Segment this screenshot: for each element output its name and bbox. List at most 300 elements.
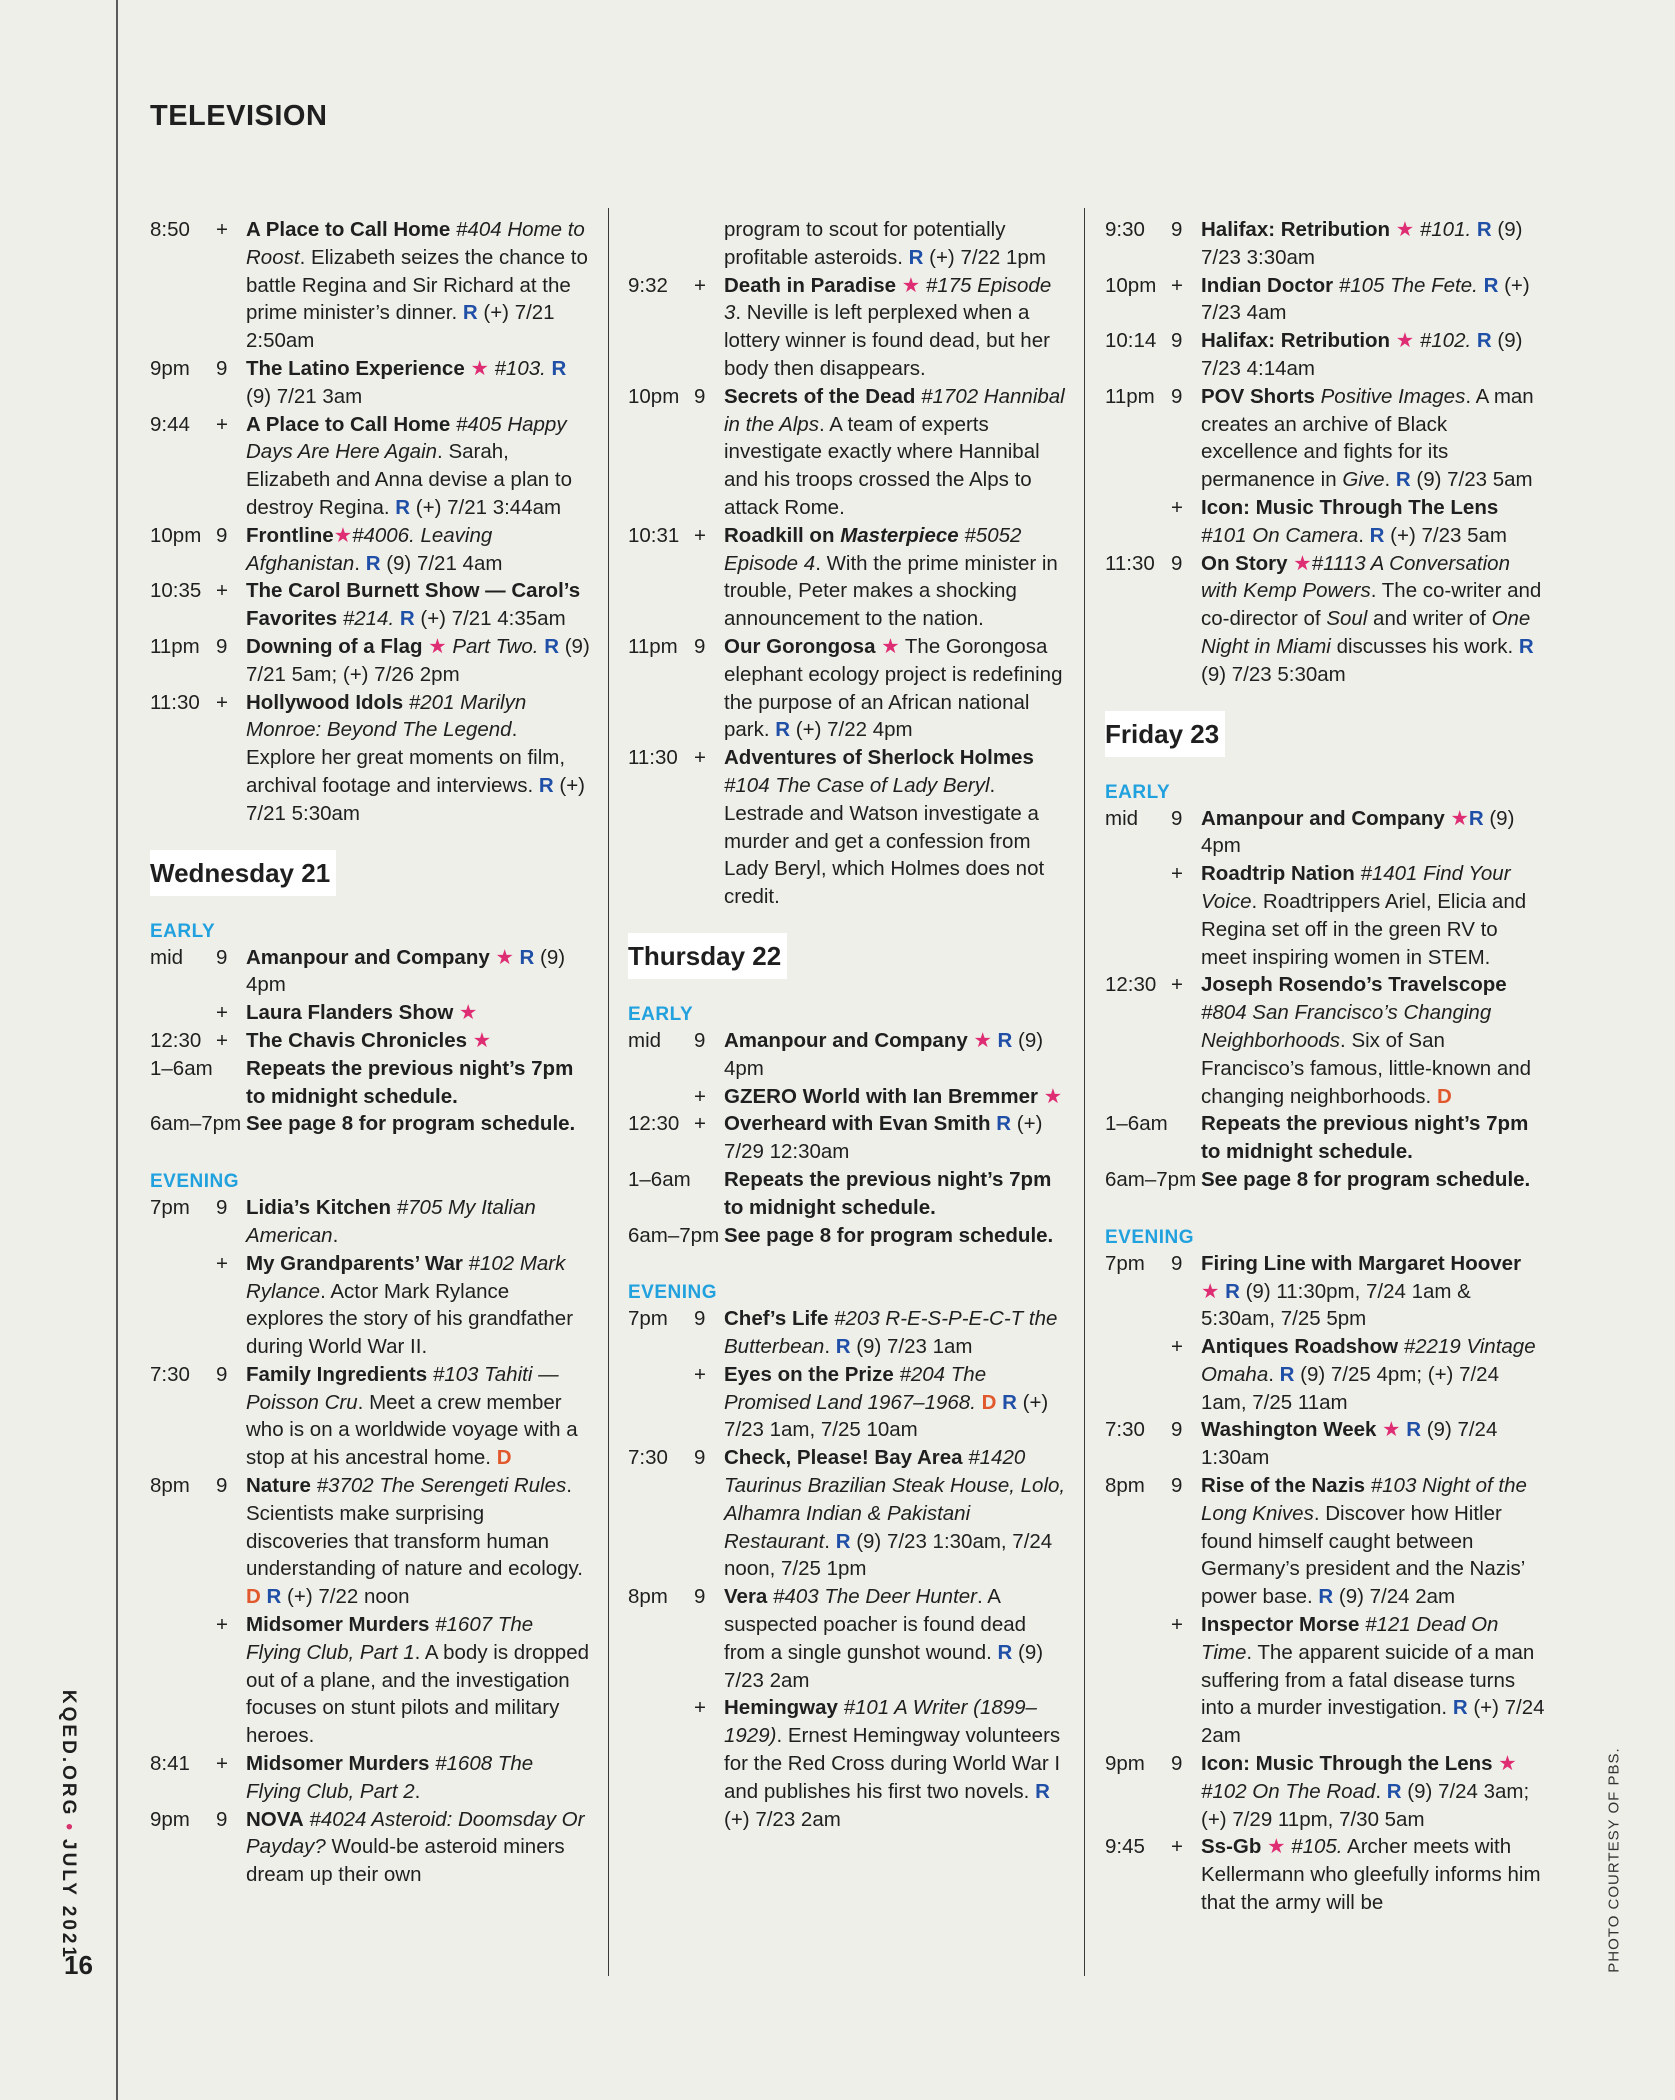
repeat-icon: R [462, 301, 478, 325]
program-title: Antiques Roadshow [1201, 1335, 1399, 1359]
dvs-icon: D [1436, 1084, 1452, 1108]
repeat-times: (9) 4pm [724, 1028, 1044, 1080]
star-icon: ★ [1382, 1418, 1401, 1442]
listing-body [246, 1361, 590, 1472]
program-title: Check, Please! Bay Area [724, 1446, 963, 1470]
star-icon: ★ [1267, 1835, 1286, 1859]
listing [1105, 1110, 1545, 1166]
listing-body [246, 944, 590, 1000]
listing-body [724, 1583, 1070, 1694]
listing-body [1201, 494, 1545, 550]
schedule-note: Repeats the previous night’s 7pm to midnight schedule. [246, 1056, 574, 1108]
day-heading: Wednesday 21 [150, 850, 336, 896]
listing [628, 744, 1070, 911]
repeat-icon: R [1369, 523, 1385, 547]
program-title: Downing of a Flag [246, 634, 423, 658]
episode-title: #4024 Asteroid: Doomsday Or Payday? [246, 1807, 585, 1859]
listing-description: . [1268, 1362, 1280, 1386]
repeat-icon: R [1318, 1585, 1334, 1609]
repeat-times: (+) 7/23 1am, 7/25 10am [724, 1390, 1049, 1442]
listing-time: 8pm [150, 1474, 190, 1498]
listing-description: . Discover how Hitler found himself caught between Germany’s president and the Nazis’ power base. [1201, 1501, 1525, 1609]
listing-description: . [1384, 468, 1396, 492]
listing [150, 999, 590, 1027]
listing-description: . Neville is left perplexed when a lottery winner is found dead, but her body then disappears. [724, 301, 1050, 380]
listing-description: . Lestrade and Watson investigate a murder and get a confession from Lady Beryl, which Holmes does not credit. [724, 773, 1045, 909]
listing [628, 383, 1070, 522]
listing-channel: + [1171, 973, 1183, 997]
program-title: Nature [246, 1474, 311, 1498]
program-title: Roadtrip Nation [1201, 862, 1355, 886]
repeat-times: (+) 7/22 4pm [790, 718, 913, 742]
listing [1105, 1750, 1545, 1833]
program-title: Adventures of Sherlock Holmes [724, 746, 1034, 770]
listing-channel: 9 [216, 356, 228, 380]
listing [628, 1361, 1070, 1444]
episode-title: #102 On The Road [1201, 1779, 1376, 1803]
listing-time: 10:14 [1105, 329, 1157, 353]
program-title: Halifax: Retribution [1201, 329, 1391, 353]
listing [628, 633, 1070, 744]
listing-body [724, 522, 1070, 633]
listing-description: . [332, 1223, 339, 1247]
episode-title: #175 Episode 3 [724, 273, 1052, 325]
listing [1105, 1250, 1545, 1333]
episode-title: #105. [1291, 1835, 1343, 1859]
listing-channel: + [216, 1613, 228, 1637]
listing-time: 10:35 [150, 579, 202, 603]
listing-channel: + [1171, 495, 1183, 519]
star-icon: ★ [470, 356, 489, 380]
listing-description: . Meet a crew member who is on a worldwide voyage with a stop at his ancestral home. [246, 1390, 578, 1470]
listing-time: 7pm [628, 1307, 668, 1331]
listing-description: . Actor Mark Rylance explores the story of his grandfather during World War II. [246, 1279, 574, 1359]
listing-description: . Ernest Hemingway volunteers for the Red Cross during World War I and publishes his first two novels. [724, 1724, 1061, 1803]
listing-time: 9:44 [150, 412, 190, 436]
program-title: Indian Doctor [1201, 273, 1334, 297]
listing-channel: 9 [1171, 1474, 1183, 1498]
listing-time: 1–6am [150, 1056, 213, 1080]
listing-channel: 9 [1171, 1418, 1183, 1442]
program-title: A Place to Call Home [246, 218, 451, 241]
episode-title: #105 The Fete. [1338, 273, 1478, 297]
day-heading: Thursday 22 [628, 933, 787, 979]
program-title: Amanpour and Company [724, 1028, 968, 1052]
listing-channel: 9 [216, 1362, 228, 1386]
listing-channel: + [694, 273, 706, 297]
listing-channel: + [694, 1112, 706, 1136]
repeat-icon: R [1279, 1362, 1295, 1386]
listing-description: discusses his work. [1330, 634, 1519, 658]
episode-title: #404 Home to Roost [246, 218, 585, 269]
listing-description: . Explore her great moments on film, archival footage and interviews. [246, 718, 566, 797]
listing-channel: + [216, 218, 228, 241]
listing-time: 7pm [150, 1196, 190, 1220]
repeat-icon: R [908, 245, 924, 269]
listing-time: 12:30 [150, 1028, 202, 1052]
listing-body [724, 1110, 1070, 1166]
listing-channel: + [216, 690, 228, 714]
star-icon: ★ [1043, 1084, 1063, 1108]
listing-continued [628, 216, 1070, 272]
listing [150, 1250, 590, 1361]
listing-channel: 9 [1171, 384, 1183, 408]
listing-body [246, 1806, 590, 1889]
program-title: The Chavis Chronicles [246, 1028, 468, 1052]
listing-body [724, 744, 1070, 911]
listing-description: . [414, 1779, 421, 1803]
program-title: Firing Line with Margaret Hoover [1201, 1251, 1522, 1275]
repeat-icon: R [519, 945, 535, 969]
listing [1105, 272, 1545, 328]
listing [1105, 860, 1545, 971]
star-icon: ★ [1450, 806, 1469, 830]
episode-title: #201 Marilyn Monroe: Beyond The Legend [246, 690, 527, 742]
repeat-times: (+) 7/21 2:50am [246, 301, 555, 353]
listing-time: 10pm [628, 384, 680, 408]
listing-body [1201, 216, 1545, 272]
repeat-times: (9) 7/23 3:30am [1201, 218, 1523, 269]
star-icon: ★ [333, 523, 353, 547]
program-title: Lidia’s Kitchen [246, 1196, 392, 1220]
program-title: Halifax: Retribution [1201, 218, 1391, 241]
listing-channel: 9 [1171, 1251, 1183, 1275]
repeat-times: (+) 7/23 5am [1384, 523, 1507, 547]
program-title: GZERO World with Ian Bremmer [724, 1084, 1038, 1108]
episode-title: #121 Dead On Time [1201, 1613, 1499, 1664]
listing-body [1201, 272, 1545, 328]
listing-channel: 9 [1171, 218, 1183, 241]
listing [150, 1806, 590, 1889]
listing-body [1201, 1416, 1545, 1472]
repeat-icon: R [997, 1640, 1013, 1664]
listing-channel: + [1171, 1835, 1183, 1859]
column-2 [628, 216, 1070, 1833]
listing [150, 689, 590, 828]
listing-channel: + [1171, 1613, 1183, 1637]
column-divider [1084, 208, 1085, 1976]
episode-title: #1420 Taurinus Brazilian Steak House, Lolo, Alhamra Indian & Pakistani Restaurant [724, 1446, 1066, 1553]
listing-time: 7pm [1105, 1251, 1145, 1275]
listing-description: . A suspected poacher is found dead from a single gunshot wound. [724, 1585, 1027, 1664]
program-title: Vera [724, 1585, 768, 1609]
repeat-icon: R [996, 1112, 1012, 1136]
listing-body [246, 355, 590, 411]
program-title: Joseph Rosendo’s Travelscope [1201, 973, 1507, 997]
listing-body [1201, 1250, 1545, 1333]
listing-body [246, 522, 590, 578]
listing-time: 10:31 [628, 523, 680, 547]
listing [150, 1055, 590, 1111]
program-title: A Place to Call Home [246, 412, 451, 436]
star-icon: ★ [428, 634, 447, 658]
listing-body [724, 633, 1070, 744]
listing-time: 9pm [1105, 1752, 1145, 1776]
listing [628, 1222, 1070, 1250]
listing-time: 9:30 [1105, 218, 1145, 241]
repeat-times: (9) 7/21 5am; (+) 7/26 2pm [246, 634, 590, 686]
episode-title: #1607 The Flying Club, Part 1 [246, 1613, 534, 1664]
listing [150, 1361, 590, 1472]
program-title: Rise of the Nazis [1201, 1474, 1366, 1498]
listing-body [1201, 860, 1545, 971]
program-title: My Grandparents’ War [246, 1251, 463, 1275]
listing-time: 1–6am [628, 1167, 691, 1191]
listing-body [724, 1361, 1070, 1444]
listing [150, 1194, 590, 1250]
repeat-icon: R [551, 356, 567, 380]
listing-body [724, 383, 1070, 522]
listing-description: . With the prime minister in trouble, Peter makes a shocking announcement to the nation. [724, 551, 1058, 631]
listing-time: 9pm [150, 1807, 190, 1831]
listing-time: 12:30 [628, 1112, 680, 1136]
repeat-icon: R [1476, 218, 1492, 241]
listing-time: 7:30 [150, 1362, 190, 1386]
star-icon: ★ [459, 1001, 478, 1025]
listing-body [724, 1027, 1070, 1083]
episode-title: #204 The Promised Land 1967–1968. [724, 1362, 987, 1414]
program-title: Our Gorongosa [724, 634, 876, 658]
listing-time: 7:30 [1105, 1418, 1145, 1442]
program-title: Inspector Morse [1201, 1613, 1360, 1637]
listing-description: Would-be asteroid miners dream up their own [246, 1835, 565, 1887]
repeat-icon: R [835, 1529, 851, 1553]
repeat-times: (+) 7/23 2am [724, 1807, 841, 1831]
episode-title: #102 Mark Rylance [246, 1251, 566, 1303]
repeat-icon: R [1395, 468, 1411, 492]
episode-title: #103 Tahiti — Poisson Cru [246, 1362, 559, 1414]
listing-description: . Elizabeth seizes the chance to battle Regina and Sir Richard at the prime minister’s dinner. [246, 245, 588, 325]
listing [150, 577, 590, 633]
repeat-icon: R [997, 1028, 1013, 1052]
listing-time: 8:41 [150, 1752, 190, 1776]
listing-body [1201, 805, 1545, 861]
episode-title: #102. [1419, 329, 1472, 353]
column-1 [150, 216, 590, 1889]
listing-channel: + [1171, 862, 1183, 886]
listing-body [246, 577, 590, 633]
repeat-times: (+) 7/21 4:35am [414, 607, 566, 631]
listing-time: 10pm [150, 523, 202, 547]
listing-channel: + [1171, 273, 1183, 297]
listing [628, 1444, 1070, 1583]
listing-channel: + [694, 1696, 706, 1720]
listing-channel: + [694, 746, 706, 770]
repeat-icon: R [1476, 329, 1492, 353]
repeat-times: (+) 7/21 5:30am [246, 773, 585, 825]
program-title: Family Ingredients [246, 1362, 428, 1386]
program-title: Midsomer Murders [246, 1613, 430, 1637]
dvs-icon: D [246, 1585, 261, 1609]
listing-body [1201, 383, 1545, 494]
repeat-times: (+) 7/22 1pm [923, 245, 1046, 269]
listing [150, 355, 590, 411]
listing-time: 8:50 [150, 218, 190, 241]
listing-channel: 9 [694, 1307, 706, 1331]
listing [628, 1166, 1070, 1222]
listing-channel: 9 [694, 634, 706, 658]
listing-time: 9pm [150, 356, 190, 380]
listing-body [246, 216, 590, 355]
listing-channel: 9 [694, 384, 706, 408]
listing-body [724, 216, 1070, 272]
episode-title: #4006. Leaving Afghanistan [246, 523, 493, 575]
listing-description: program to scout for potentially profitable asteroids. [724, 218, 1006, 269]
listing-body [1201, 1611, 1545, 1750]
folio-issue: JULY 2021 [58, 1839, 79, 1961]
repeat-times: (9) 7/24 2am [1333, 1585, 1456, 1609]
segment-label-early: EARLY [150, 920, 216, 942]
episode-title: #3702 The Serengeti Rules [316, 1474, 567, 1498]
listing-body [246, 1194, 590, 1250]
listing-description: . A team of experts investigate exactly where Hannibal and his troops crossed the Alps to attack Rome. [724, 412, 1040, 519]
repeat-times: (+) 7/21 3:44am [410, 495, 562, 519]
dvs-icon: D [981, 1390, 997, 1414]
photo-credit: PHOTO COURTESY OF PBS. [1605, 1747, 1623, 1973]
repeat-times: (9) 7/25 4pm; (+) 7/24 1am, 7/25 11am [1201, 1362, 1499, 1414]
listing-time: 8pm [628, 1585, 668, 1609]
listing [150, 1110, 590, 1138]
margin-rule [116, 0, 118, 2100]
program-title-italic: Masterpiece [840, 523, 959, 547]
section-title: TELEVISION [150, 100, 328, 132]
listing-time: 6am–7pm [628, 1223, 720, 1247]
column-3 [1105, 216, 1545, 1917]
listing-body [246, 1750, 590, 1806]
program-title: Laura Flanders Show [246, 1001, 454, 1025]
repeat-icon: R [1483, 273, 1499, 297]
listing-channel: 9 [1171, 329, 1183, 353]
listing-time: 1–6am [1105, 1112, 1168, 1136]
listing-description: . [824, 1335, 836, 1359]
listing-description: . The apparent suicide of a man suffering from a fatal disease turns into a murder investigation. [1201, 1640, 1535, 1720]
listing [628, 1083, 1070, 1111]
listing-time: 11pm [628, 634, 678, 658]
repeat-times: (9) 7/21 3am [246, 384, 363, 408]
repeat-times: (9) 7/23 5am [1410, 468, 1533, 492]
schedule-note: Repeats the previous night’s 7pm to midnight schedule. [724, 1167, 1052, 1219]
listing-body [246, 1611, 590, 1750]
episode-title: #1702 Hannibal in the Alps [724, 384, 1065, 436]
repeat-icon: R [266, 1585, 282, 1609]
listing [150, 522, 590, 578]
program-title: Washington Week [1201, 1418, 1377, 1442]
listing-channel: + [694, 1362, 706, 1386]
column-divider [608, 208, 609, 1976]
program-title: On Story [1201, 551, 1288, 575]
repeat-icon: R [538, 773, 554, 797]
repeat-times: (9) 7/23 4:14am [1201, 329, 1523, 380]
listing [1105, 1166, 1545, 1194]
listing-description: . A man creates an archive of Black excellence and fights for its permanence in [1201, 384, 1534, 492]
listing-time: 11:30 [628, 746, 678, 770]
repeat-icon: R [365, 551, 381, 575]
repeat-times: (+) 7/29 12:30am [724, 1112, 1043, 1164]
repeat-times: (9) 7/23 1am [850, 1335, 973, 1359]
listing-body [246, 1250, 590, 1361]
listing-description-italic: One Night in Miami [1201, 607, 1531, 658]
listing-body [724, 272, 1070, 383]
listing-body [1201, 1750, 1545, 1833]
folio-site: KQED.ORG [58, 1689, 79, 1818]
listing-time: 11:30 [150, 690, 200, 714]
program-title: Overheard with Evan Smith [724, 1112, 991, 1136]
repeat-times: (9) 11:30pm, 7/24 1am & 5:30am, 7/25 5pm [1201, 1279, 1471, 1331]
star-icon: ★ [1395, 218, 1415, 241]
listing-description: . The co-writer and co-director of [1201, 579, 1542, 631]
listing-channel: + [216, 579, 228, 603]
episode-title: #104 The Case of Lady Beryl [724, 773, 990, 797]
listing-time: 9:32 [628, 273, 668, 297]
listing-time: 11:30 [1105, 551, 1155, 575]
listing-time: mid [150, 945, 184, 969]
repeat-icon: R [1386, 1779, 1402, 1803]
repeat-times: (+) 7/23 4am [1201, 273, 1530, 325]
listing-body [246, 1472, 590, 1611]
listing-description: . Sarah, Elizabeth and Anna devise a plan to destroy Regina. [246, 440, 572, 519]
listing-description: . Scientists make surprising discoveries that transform human understanding of nature and ecology. [246, 1474, 583, 1581]
listing-description: The Gorongosa elephant ecology project is redefining the purpose of an African national park. [724, 634, 1063, 742]
listing-description-italic: Give [1342, 468, 1385, 492]
listing-time: 11pm [1105, 384, 1155, 408]
program-title: The Latino Experience [246, 356, 465, 380]
listing-body [246, 999, 590, 1027]
repeat-times: (9) 7/23 2am [724, 1640, 1044, 1692]
listing-time: 10pm [1105, 273, 1157, 297]
dvs-icon: D [496, 1446, 512, 1470]
listing-body [724, 1305, 1070, 1361]
listing [1105, 550, 1545, 689]
episode-title: #101 A Writer (1899–1929) [724, 1696, 1037, 1748]
program-title: Hollywood Idols [246, 690, 404, 714]
listing-channel: 9 [694, 1585, 706, 1609]
star-icon: ★ [1201, 1279, 1220, 1303]
schedule-note: Repeats the previous night’s 7pm to midnight schedule. [1201, 1112, 1529, 1164]
listing [150, 411, 590, 522]
repeat-icon: R [399, 607, 415, 631]
listing [150, 1027, 590, 1055]
repeat-times: (9) 4pm [1201, 806, 1515, 858]
listing-channel: 9 [216, 1474, 228, 1498]
listing-body [724, 1694, 1070, 1833]
program-title: Midsomer Murders [246, 1752, 430, 1776]
listing-body [1201, 1333, 1545, 1416]
program-title: NOVA [246, 1807, 304, 1831]
episode-title: #2219 Vintage Omaha [1201, 1335, 1536, 1386]
star-icon: ★ [901, 273, 921, 297]
listing-time: mid [628, 1028, 662, 1052]
repeat-icon: R [775, 718, 791, 742]
listing [628, 1027, 1070, 1083]
repeat-times: (9) 7/24 1:30am [1201, 1418, 1498, 1470]
listing [1105, 1833, 1545, 1916]
program-title: Frontline [246, 523, 334, 547]
star-icon: ★ [495, 945, 514, 969]
repeat-icon: R [1518, 634, 1534, 658]
listing [1105, 1472, 1545, 1611]
listing-channel: 9 [216, 634, 228, 658]
program-title: The Carol Burnett Show — Carol’s Favorites [246, 579, 581, 631]
star-icon: ★ [472, 1028, 492, 1052]
star-icon: ★ [1395, 329, 1415, 353]
listing-time: 6am–7pm [150, 1112, 242, 1136]
repeat-icon: R [835, 1335, 851, 1359]
listing-channel: + [216, 1752, 228, 1776]
schedule-note: See page 8 for program schedule. [1201, 1167, 1531, 1191]
listing-body [246, 411, 590, 522]
program-title: Chef’s Life [724, 1307, 829, 1331]
repeat-icon: R [544, 634, 560, 658]
